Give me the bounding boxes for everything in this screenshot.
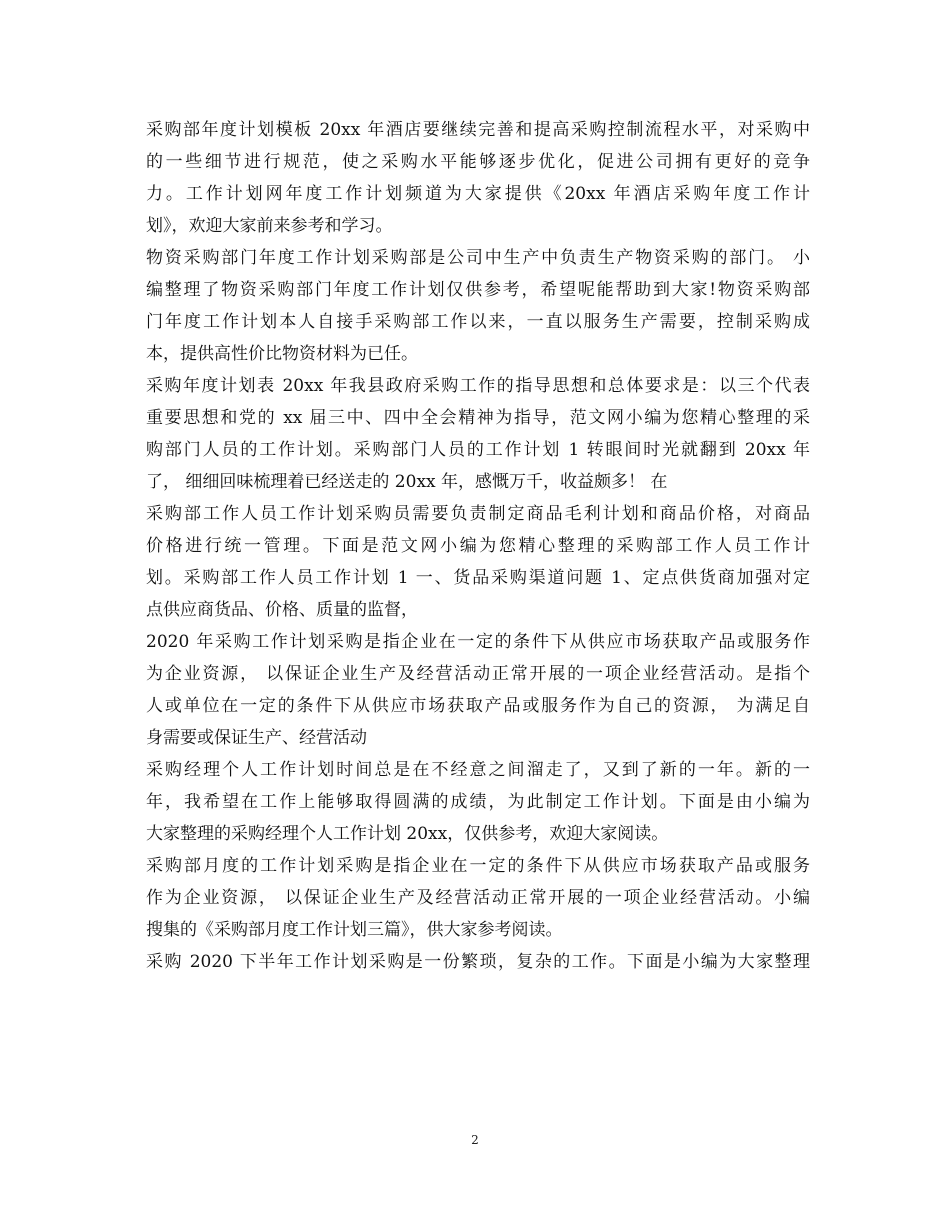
paragraph <box>146 946 810 978</box>
paragraph <box>146 242 810 370</box>
text-line: 门年度工作计划本人自接手采购部工作以来，一直以服务生产需要，控制采购成 <box>146 312 810 332</box>
text-line: 的一些细节进行规范，使之采购水平能够逐步优化，促进公司拥有更好的竞争 <box>146 152 810 172</box>
text-line: 了， 细细回味梳理着已经送走的 20xx 年，感慨万千，收益颇多！ 在 <box>146 472 668 492</box>
paragraph <box>146 850 810 946</box>
text-line: 采购经理个人工作计划时间总是在不经意之间溜走了，又到了新的一年。新的一 <box>146 760 810 780</box>
text-line: 划》，欢迎大家前来参考和学习。 <box>146 216 393 236</box>
text-line: 物资采购部门年度工作计划采购部是公司中生产中负责生产物资采购的部门。 小 <box>146 248 810 268</box>
text-line: 人或单位在一定的条件下从供应市场获取产品或服务作为自己的资源， 为满足自 <box>146 696 810 716</box>
text-line: 编整理了物资采购部门年度工作计划仅供参考，希望呢能帮助到大家!物资采购部 <box>146 280 810 300</box>
text-line: 划。采购部工作人员工作计划 1 一、货品采购渠道问题 1、定点供货商加强对定 <box>146 568 810 588</box>
text-line: 为企业资源， 以保证企业生产及经营活动正常开展的一项企业经营活动。是指个 <box>146 664 810 684</box>
text-line: 价格进行统一管理。下面是范文网小编为您精心整理的采购部工作人员工作计 <box>146 536 810 556</box>
text-line: 年，我希望在工作上能够取得圆满的成绩，为此制定工作计划。下面是由小编为 <box>146 792 810 812</box>
text-line: 重要思想和党的 xx 届三中、四中全会精神为指导，范文网小编为您精心整理的采 <box>146 408 810 428</box>
text-line: 购部门人员的工作计划。采购部门人员的工作计划 1 转眼间时光就翻到 20xx 年 <box>146 440 810 460</box>
text-line: 身需要或保证生产、经营活动 <box>146 728 367 748</box>
text-line: 大家整理的采购经理个人工作计划 20xx，仅供参考，欢迎大家阅读。 <box>146 824 669 844</box>
text-line: 采购年度计划表 20xx 年我县政府采购工作的指导思想和总体要求是：以三个代表 <box>146 376 810 396</box>
text-line: 点供应商货品、价格、质量的监督， <box>146 600 418 620</box>
text-line: 采购部工作人员工作计划采购员需要负责制定商品毛利计划和商品价格，对商品 <box>146 504 810 524</box>
paragraph <box>146 626 810 754</box>
page-number: 2 <box>471 1133 479 1147</box>
text-line: 2020 年采购工作计划采购是指企业在一定的条件下从供应市场获取产品或服务作 <box>146 632 810 652</box>
paragraph <box>146 114 810 242</box>
text-line: 作为企业资源， 以保证企业生产及经营活动正常开展的一项企业经营活动。小编 <box>146 888 810 908</box>
paragraph <box>146 370 810 498</box>
paragraph <box>146 754 810 850</box>
text-line: 力。工作计划网年度工作计划频道为大家提供《20xx 年酒店采购年度工作计 <box>146 184 810 204</box>
text-line: 采购部年度计划模板 20xx 年酒店要继续完善和提高采购控制流程水平，对采购中 <box>146 120 810 140</box>
text-line: 采购 2020 下半年工作计划采购是一份繁琐，复杂的工作。下面是小编为大家整理 <box>146 952 810 972</box>
text-line: 搜集的《采购部月度工作计划三篇》，供大家参考阅读。 <box>146 920 563 940</box>
text-line: 采购部月度的工作计划采购是指企业在一定的条件下从供应市场获取产品或服务 <box>146 856 810 876</box>
text-line: 本，提供高性价比物资材料为已任。 <box>146 344 418 364</box>
paragraph <box>146 498 810 626</box>
document-body <box>146 114 810 978</box>
